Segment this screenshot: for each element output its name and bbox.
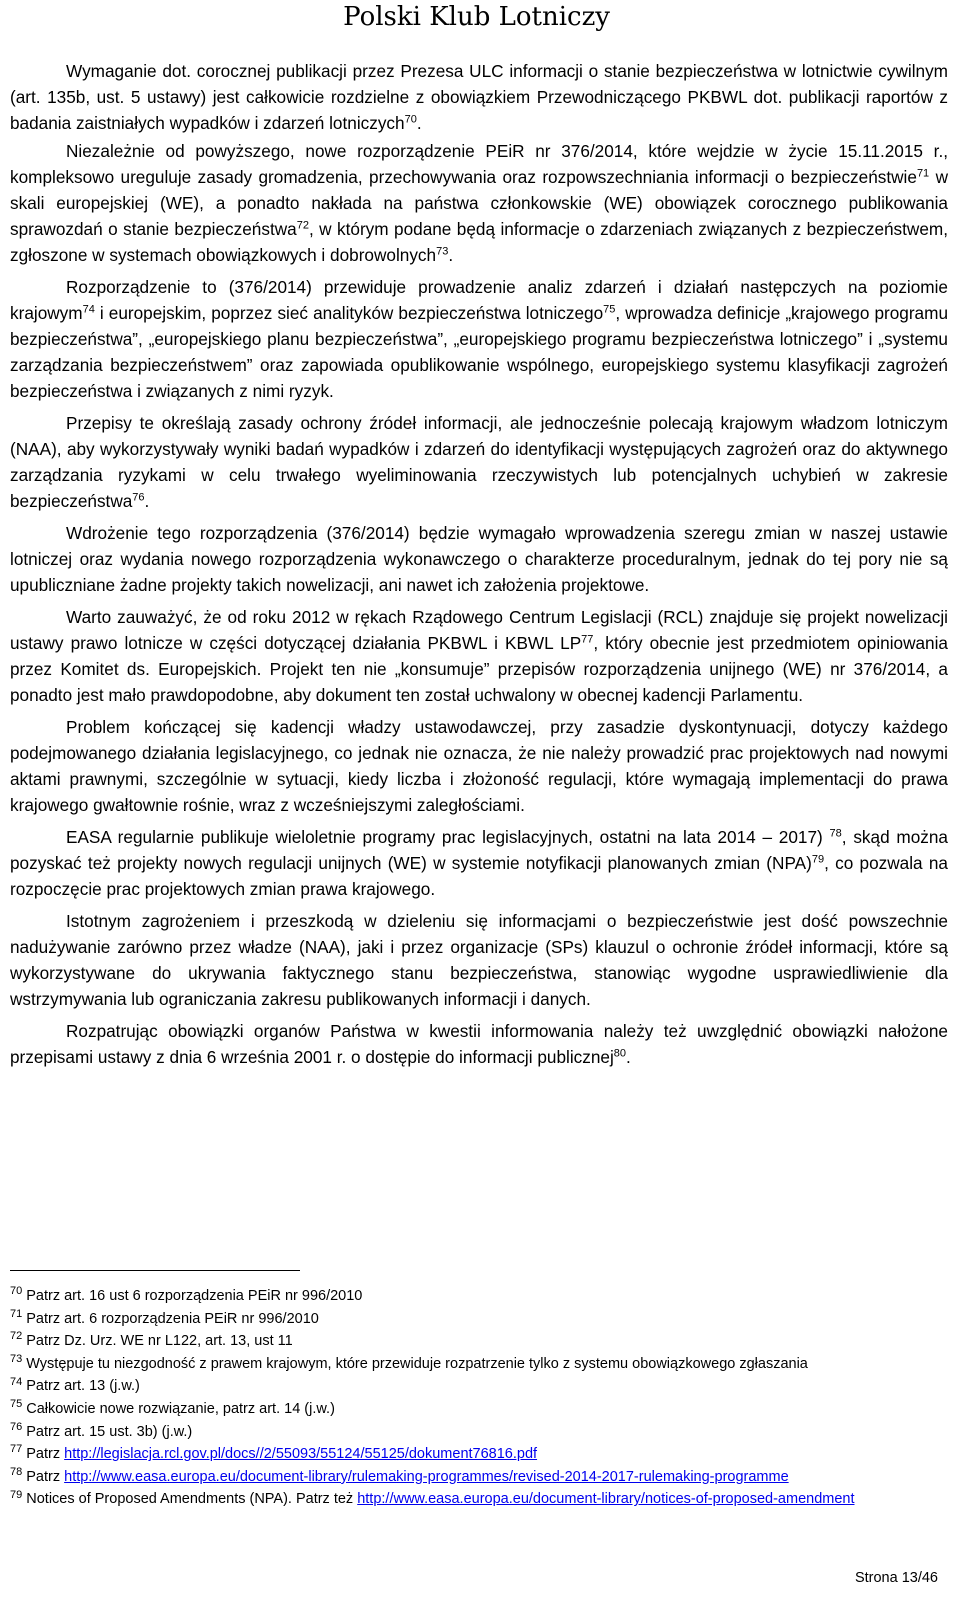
footnote-ref: 80	[613, 1047, 627, 1060]
paragraph-text: Rozpatrując obowiązki organów Państwa w kwestii informowania należy też uwzględnić obowiązki nałożone przepisami ustawy z dnia 6 września 2001 r. o dostępie do informacji publicznej	[10, 1021, 948, 1067]
paragraph-text: Wymaganie dot. corocznej publikacji przez Prezesa ULC informacji o stanie bezpieczeństwa w lotnictwie cywilnym (art. 135b, ust. 5 ustawy) jest całkowicie rozdzielne z obowiązkiem Przewodniczącego PKBWL dot. publikacji raportów z badania zaistniałych wypadków i zdarzeń lotniczych	[10, 61, 948, 133]
paragraph	[10, 714, 948, 818]
footnote-ref: 79	[811, 853, 825, 866]
footnote-separator	[10, 1270, 300, 1271]
paragraph-text: Wdrożenie tego rozporządzenia (376/2014) będzie wymagało wprowadzenia szeregu zmian w naszej ustawie lotniczej oraz wydania nowego rozporządzenia wykonawczego o charakterze proceduralnym, jednak do tej pory nie są upubliczniane żadne projekty takich nowelizacji, ani nawet ich założenia projektowe.	[10, 523, 948, 595]
paragraph-text: Rozporządzenie to (376/2014) przewiduje prowadzenie analiz zdarzeń i działań następczych na poziomie krajowym	[10, 277, 948, 323]
footnote-number: 74	[10, 1375, 23, 1388]
footnote-text: Patrz art. 15 ust. 3b) (j.w.)	[26, 1423, 193, 1440]
footnote-text: Patrz Dz. Urz. WE nr L122, art. 13, ust 11	[26, 1333, 293, 1350]
paragraph-text: Problem kończącej się kadencji władzy ustawodawczej, przy zasadzie dyskontynuacji, dotyczy każdego podejmowanego działania legislacyjnego, co jednak nie oznacza, że nie należy prowadzić prac projektowych nad nowymi aktami prawnymi, szczególnie w sytuacji, kiedy liczba i złożoność regulacji, które wymagają implementacji do prawa krajowego gwałtownie rośnie, wraz z wcześniejszymi zaległościami.	[10, 717, 948, 815]
footnote-text: Patrz	[26, 1446, 65, 1463]
footnote	[10, 1330, 948, 1353]
paragraph	[10, 274, 948, 404]
footnote-number: 73	[10, 1352, 23, 1365]
footnote-ref: 71	[916, 167, 930, 180]
paragraph-text: Warto zauważyć, że od roku 2012 w rękach Rządowego Centrum Legislacji (RCL) znajduje się projekt nowelizacji ustawy prawo lotnicze w części dotyczącej działania PKBWL i KBWL LP	[10, 607, 948, 653]
footnote-ref: 78	[829, 827, 842, 840]
footnote	[10, 1285, 948, 1308]
paragraph	[10, 410, 948, 514]
paragraph-text: , wprowadza definicje „krajowego programu bezpieczeństwa”, „europejskiego planu bezpieczeństwa”, „europejskiego programu bezpieczeństwa lotniczego” i „systemu zarządzania bezpieczeństwem” oraz zapowiada opublikowanie wspólnego, europejskiego systemu klasyfikacji zagrożeń bezpieczeństwa i związanych z nimi ryzyk.	[10, 303, 948, 401]
footnote-text: Patrz art. 6 rozporządzenia PEiR nr 996/2010	[26, 1310, 319, 1327]
footnote-number: 77	[10, 1443, 23, 1456]
header-title: Polski Klub Lotniczy	[343, 2, 610, 32]
footnote-ref: 70	[404, 113, 417, 126]
paragraph-text: i europejskim, poprzez sieć analityków bezpieczeństwa lotniczego	[94, 303, 604, 323]
footnote-text: Występuje tu niezgodność z prawem krajowym, które przewiduje rozpatrzenie tylko z systemu obowiązkowego zgłaszania	[26, 1355, 808, 1372]
footnote	[10, 1375, 948, 1398]
paragraph-text: , co pozwala na rozpoczęcie prac projektowych zmian prawa krajowego.	[10, 853, 948, 899]
paragraph-text: w skali europejskiej (WE), a ponadto nakłada na państwa członkowskie (WE) obowiązek corocznego publikowania sprawozdań o stanie bezpieczeństwa	[10, 167, 948, 239]
paragraph-text: , w którym podane będą informacje o zdarzeniach związanych z bezpieczeństwem, zgłoszone w systemach obowiązkowych i dobrowolnych	[10, 219, 948, 265]
paragraph-text: EASA regularnie publikuje wieloletnie programy prac legislacyjnych, ostatni na lata 2014 – 2017)	[66, 827, 830, 847]
document-body	[10, 58, 948, 1076]
footnote-text: Notices of Proposed Amendments (NPA). Patrz też	[26, 1491, 358, 1508]
footnote-number: 79	[10, 1488, 23, 1501]
paragraph-text: Przepisy te określają zasady ochrony źródeł informacji, ale jednocześnie polecają krajowym władzom lotniczym (NAA), aby wykorzystywały wyniki badań wypadków i zdarzeń do identyfikacji występujących zagrożeń oraz do aktywnego zarządzania ryzykami w celu trwałego wyeliminowania rzeczywistych lub potencjalnych uchybień w zakresie bezpieczeństwa	[10, 413, 948, 511]
footnote-number: 71	[10, 1307, 23, 1320]
footnote-number: 72	[10, 1330, 23, 1343]
paragraph	[10, 58, 948, 136]
footnote-text: Patrz art. 16 ust 6 rozporządzenia PEiR nr 996/2010	[26, 1288, 363, 1304]
paragraph	[10, 824, 948, 902]
footnote-ref: 76	[132, 491, 145, 504]
paragraph-text: .	[144, 491, 150, 511]
footnote-number: 78	[10, 1465, 23, 1478]
footnote-number: 76	[10, 1420, 23, 1433]
footnote	[10, 1488, 948, 1511]
paragraph-text: .	[416, 113, 422, 133]
paragraph-text: .	[448, 245, 454, 265]
footnote	[10, 1443, 948, 1466]
paragraph-text: , który obecnie jest przedmiotem opiniowania przez Komitet ds. Europejskich. Projekt ten nie „konsumuje” przepisów rozporządzenia unijnego (WE) nr 376/2014, a ponadto jest mało prawdopodobne, aby dokument ten został uchwalony w obecnej kadencji Parlamentu.	[10, 633, 948, 705]
footnote-number: 75	[10, 1398, 23, 1411]
paragraph-text: , skąd można pozyskać też projekty nowych regulacji unijnych (WE) w systemie notyfikacji planowanych zmian (NPA)	[10, 827, 948, 873]
footnote-ref: 74	[82, 303, 95, 316]
footnote-text: Całkowicie nowe rozwiązanie, patrz art. 14 (j.w.)	[26, 1400, 335, 1417]
footnote-ref: 77	[581, 633, 594, 646]
footnote-link[interactable]: http://www.easa.europa.eu/document-library/rulemaking-programmes/revised-2014-2017-rulemaking-programme	[64, 1468, 789, 1485]
paragraph	[10, 604, 948, 708]
footnote-ref: 75	[603, 303, 616, 316]
footnote	[10, 1398, 948, 1421]
footnotes-section	[10, 1270, 948, 1511]
footnote-text: Patrz art. 13 (j.w.)	[26, 1378, 140, 1395]
page-header	[0, 0, 960, 36]
footnote-ref: 73	[436, 245, 449, 258]
footnote-link[interactable]: http://www.easa.europa.eu/document-library/notices-of-proposed-amendment	[357, 1491, 855, 1508]
paragraph-text: Istotnym zagrożeniem i przeszkodą w dzieleniu się informacjami o bezpieczeństwie jest dość powszechnie nadużywanie zarówno przez władze (NAA), jaki i przez organizacje (SPs) klauzul o ochronie źródeł informacji, które są wykorzystywane do ukrywania faktycznego stanu bezpieczeństwa, stanowiąc wygodne usprawiedliwienie dla wstrzymywania lub ograniczania zakresu publikowanych informacji i danych.	[10, 911, 948, 1009]
paragraph-text: .	[626, 1047, 631, 1067]
footnote-number: 70	[10, 1285, 23, 1298]
footnote-ref: 72	[296, 219, 309, 232]
footnote	[10, 1308, 948, 1331]
page-number: Strona 13/46	[854, 1570, 938, 1586]
footnote	[10, 1421, 948, 1444]
paragraph	[10, 1018, 948, 1070]
paragraph-text: Niezależnie od powyższego, nowe rozporządzenie PEiR nr 376/2014, które wejdzie w życie 15.11.2015 r., kompleksowo ureguluje zasady gromadzenia, przechowywania oraz rozpowszechniania informacji o bezpieczeństwie	[10, 141, 948, 187]
footnote	[10, 1466, 948, 1489]
paragraph	[10, 908, 948, 1012]
paragraph	[10, 138, 948, 268]
footnote-text: Patrz	[26, 1468, 65, 1485]
paragraph	[10, 520, 948, 598]
footnote-link[interactable]: http://legislacja.rcl.gov.pl/docs//2/55093/55124/55125/dokument76816.pdf	[64, 1446, 538, 1463]
page-footer	[855, 1570, 938, 1586]
footnote	[10, 1353, 948, 1376]
